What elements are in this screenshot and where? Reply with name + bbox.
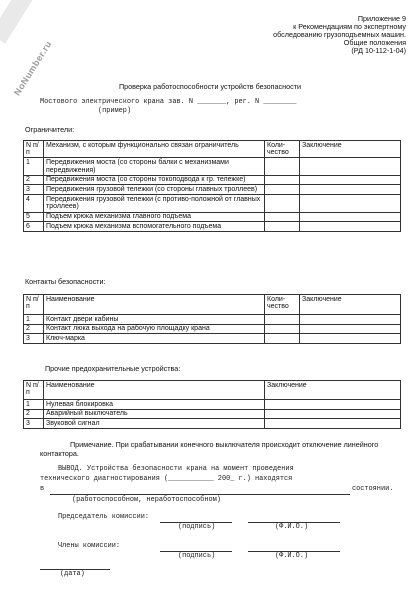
col-header-num: N п/п (24, 141, 44, 158)
table-row (24, 185, 401, 195)
row-num: 3 (24, 419, 44, 429)
row-num: 3 (24, 334, 44, 344)
col-header-num: N п/п (24, 381, 44, 400)
row-label: Передвижения моста (со стороны балки с механизмами передвижения) (44, 158, 265, 175)
table-row (24, 315, 401, 325)
table-row (24, 334, 401, 344)
row-label: Контакт двери кабины (44, 315, 265, 325)
col-header-name: Наименование (44, 381, 265, 400)
watermark-text: NoNumber.ru (12, 38, 54, 98)
row-conclusion (300, 158, 401, 175)
contacts-table (23, 294, 401, 344)
limiters-heading: Ограничители: (25, 125, 75, 134)
table-header-row (24, 295, 401, 315)
chair-label: Председатель комиссии: (58, 513, 149, 521)
note-text: Примечание. При срабатывании конечного выключателя происходит отключение линейного контактора. (40, 440, 379, 458)
row-num: 1 (24, 158, 44, 175)
row-conclusion (265, 409, 401, 419)
limiters-table (23, 140, 401, 232)
conclusion-line-1: ВЫВОД. Устройства безопасности крана на момент проведения (58, 465, 294, 473)
row-label: Подъем крюка механизма вспомогательного подъема (44, 222, 265, 232)
table-row (24, 324, 401, 334)
document-title: Проверка работоспособности устройств безопасности (118, 82, 302, 91)
row-conclusion (300, 195, 401, 212)
row-label: Нулевая блокировка (44, 400, 265, 410)
row-conclusion (300, 324, 401, 334)
row-qty (265, 334, 300, 344)
row-label: Передвижения грузовой тележки (с противо-положной от главных троллеев) (44, 195, 265, 212)
row-label: Контакт люка выхода на рабочую площадку крана (44, 324, 265, 334)
row-num: 2 (24, 324, 44, 334)
row-conclusion (300, 334, 401, 344)
state-fill-line (50, 494, 350, 495)
col-header-mechanism: Механизм, с которым функционально связан ограничитель (44, 141, 265, 158)
table-row (24, 419, 401, 429)
row-qty (265, 185, 300, 195)
crane-hint: (пример) (98, 107, 132, 115)
col-header-conclusion: Заключение (265, 381, 401, 400)
row-label: Передвижения моста (со стороны токоподвода к гр. тележке) (44, 175, 265, 185)
header-line-3: обследованию грузоподъемных машин. (273, 30, 406, 40)
date-hint: (дата) (60, 570, 85, 578)
conclusion-line-3-start: в (40, 485, 45, 493)
chair-sign-hint: (подпись) (178, 523, 216, 531)
table-row (24, 175, 401, 185)
row-conclusion (265, 400, 401, 410)
row-num: 1 (24, 315, 44, 325)
row-conclusion (300, 175, 401, 185)
state-hint: (работоспособном, неработоспособном) (72, 496, 221, 504)
col-header-name: Наименование (44, 295, 265, 315)
other-heading: Прочие предохранительные устройства: (45, 364, 181, 373)
contacts-heading: Контакты безопасности: (25, 277, 106, 286)
row-qty (265, 315, 300, 325)
members-label: Члены комиссии: (58, 542, 121, 550)
table-row (24, 158, 401, 175)
row-num: 1 (24, 400, 44, 410)
conclusion-line-2: технического диагностирования (___________ 200_ г.) находятся (40, 475, 293, 483)
col-header-num: N п/п (24, 295, 44, 315)
row-qty (265, 222, 300, 232)
row-conclusion (300, 315, 401, 325)
row-label: Ключ-марка (44, 334, 265, 344)
conclusion-line-3-end: состоянии. (352, 485, 394, 493)
row-conclusion (265, 419, 401, 429)
row-qty (265, 212, 300, 222)
row-label: Звуковой сигнал (44, 419, 265, 429)
appendix-header (146, 15, 406, 55)
row-qty (265, 175, 300, 185)
header-line-4: Общие положения (343, 38, 406, 48)
row-num: 4 (24, 195, 44, 212)
table-row (24, 409, 401, 419)
row-num: 2 (24, 409, 44, 419)
row-qty (265, 324, 300, 334)
table-row (24, 212, 401, 222)
row-qty (265, 158, 300, 175)
row-num: 6 (24, 222, 44, 232)
header-line-5: (РД 10-112-1-04) (351, 46, 406, 56)
row-num: 5 (24, 212, 44, 222)
col-header-conclusion: Заключение (300, 295, 401, 315)
table-header-row (24, 141, 401, 158)
col-header-qty: Коли-чество (265, 141, 300, 158)
crane-line: Мостового электрического крана зав. N _______, рег. N ________ (40, 98, 297, 106)
row-conclusion (300, 222, 401, 232)
chair-name-hint: (Ф.И.О.) (275, 523, 309, 531)
row-num: 3 (24, 185, 44, 195)
watermark-band (0, 0, 95, 44)
header-line-2: к Рекомендациям по экспертному (293, 22, 406, 32)
member-name-hint: (Ф.И.О.) (275, 552, 309, 560)
other-devices-table (23, 380, 401, 429)
row-conclusion (300, 212, 401, 222)
row-label: Аварийный выключатель (44, 409, 265, 419)
row-num: 2 (24, 175, 44, 185)
row-qty (265, 195, 300, 212)
table-row (24, 195, 401, 212)
col-header-qty: Коли-чество (265, 295, 300, 315)
table-header-row (24, 381, 401, 400)
col-header-conclusion: Заключение (300, 141, 401, 158)
header-line-1: Приложение 9 (357, 14, 406, 23)
member-sign-hint: (подпись) (178, 552, 216, 560)
table-row (24, 222, 401, 232)
row-label: Подъем крюка механизма главного подъема (44, 212, 265, 222)
table-row (24, 400, 401, 410)
row-conclusion (300, 185, 401, 195)
row-label: Передвижения грузовой тележки (со стороны главных троллеев) (44, 185, 265, 195)
